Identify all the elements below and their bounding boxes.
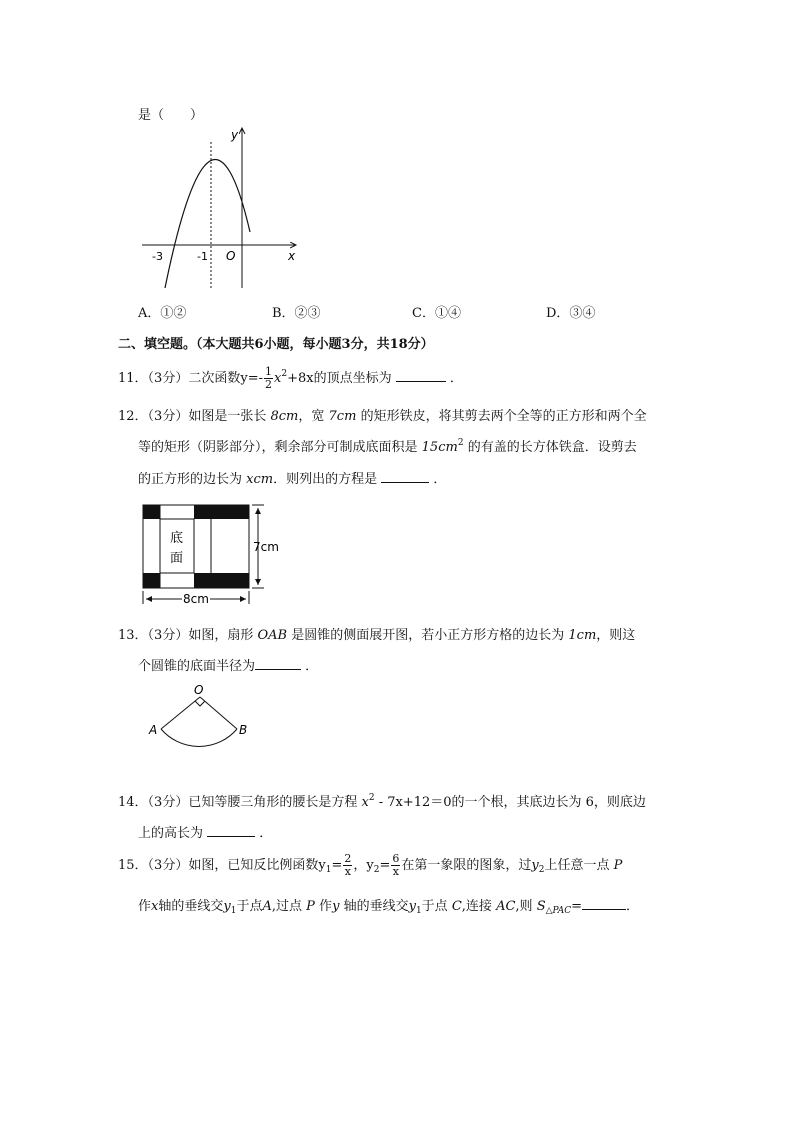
cut-rect xyxy=(194,573,249,588)
fraction-six-over-x: $\frac{6}{x}$ xyxy=(392,852,400,878)
option-d: D．③④ xyxy=(546,306,596,321)
question-12-line3: 的正方形的边长为 xcm．则列出的方程是 ． xyxy=(138,472,447,487)
question-12-line1: 12．（3分）如图是一张长 8cm，宽 7cm 的矩形铁皮，将其剪去两个全等的正方形和两个全 xyxy=(118,409,647,424)
answer-blank-11 xyxy=(396,369,446,382)
width-label: 8cm xyxy=(183,592,209,606)
sector-figure xyxy=(144,682,254,754)
cut-rect xyxy=(194,505,249,519)
origin-label: O xyxy=(226,249,236,263)
question-15-line1: 15．（3分）如图，已知反比例函数$y_1=$ $\frac{2}{x}$ ，$y_2=$ $\frac{6}{x}$ 在第一象限的图象，过$y_2$上任意一点 P xyxy=(118,852,623,878)
parabola-graph xyxy=(130,122,310,292)
question-13-line2: 个圆锥的底面半径为 ． xyxy=(138,659,319,674)
question-stem-end: 是（ ） xyxy=(138,108,204,123)
y-axis-label: y xyxy=(231,128,239,142)
question-14-line2: 上的高长为 ． xyxy=(138,826,273,841)
point-o: O xyxy=(194,683,204,697)
answer-blank-13 xyxy=(255,657,301,670)
x-axis-label: x xyxy=(288,249,296,263)
fraction-one-half: $\frac{1}{2}$ xyxy=(264,365,272,391)
answer-blank-15 xyxy=(582,897,626,910)
question-13-line1: 13．（3分）如图，扇形 OAB 是圆锥的侧面展开图，若小正方形方格的边长为 1cm，则这 xyxy=(118,628,636,643)
sector-arc xyxy=(161,729,237,747)
parabola-curve xyxy=(165,160,250,288)
cut-square xyxy=(143,505,160,519)
base-label-bottom: 面 xyxy=(170,551,184,566)
tick-neg3: -3 xyxy=(152,250,163,263)
answer-blank-14 xyxy=(207,824,255,837)
option-b: B．②③ xyxy=(272,306,321,321)
fraction-two-over-x: $\frac{2}{x}$ xyxy=(344,852,352,878)
tick-neg1: -1 xyxy=(197,250,208,263)
option-a: A．①② xyxy=(138,306,187,321)
answer-blank-12 xyxy=(381,470,429,483)
question-12-line2: 等的矩形（阴影部分），剩余部分可制成底面积是 $15cm^2$ 的有盖的长方体铁盒．设剪去 xyxy=(138,438,637,455)
section-title: 二、填空题。（本大题共6小题，每小题3分，共18分） xyxy=(118,337,434,352)
metal-sheet-figure xyxy=(136,500,306,610)
question-11: 11．（3分）二次函数y=- $\frac{1}{2}$ $x^2+8x$的顶点坐标为 ． xyxy=(118,365,463,391)
base-label-top: 底 xyxy=(170,531,184,546)
height-label: 7cm xyxy=(253,540,279,554)
question-15-line2: 作x轴的垂线交$y_1$于点A,过点 P 作y 轴的垂线交$y_1$于点 C,连接 AC,则 $S_{\triangle PAC}=$ ． xyxy=(138,899,640,916)
point-a: A xyxy=(149,723,158,737)
right-angle-mark xyxy=(195,701,205,706)
option-c: C．①④ xyxy=(412,306,461,321)
question-14-line1: 14．（3分）已知等腰三角形的腰长是方程 $x^2 - 7x+12=0$的一个根，其底边长为 6，则底边 xyxy=(118,793,646,810)
cut-square xyxy=(143,573,160,588)
point-b: B xyxy=(239,723,248,737)
